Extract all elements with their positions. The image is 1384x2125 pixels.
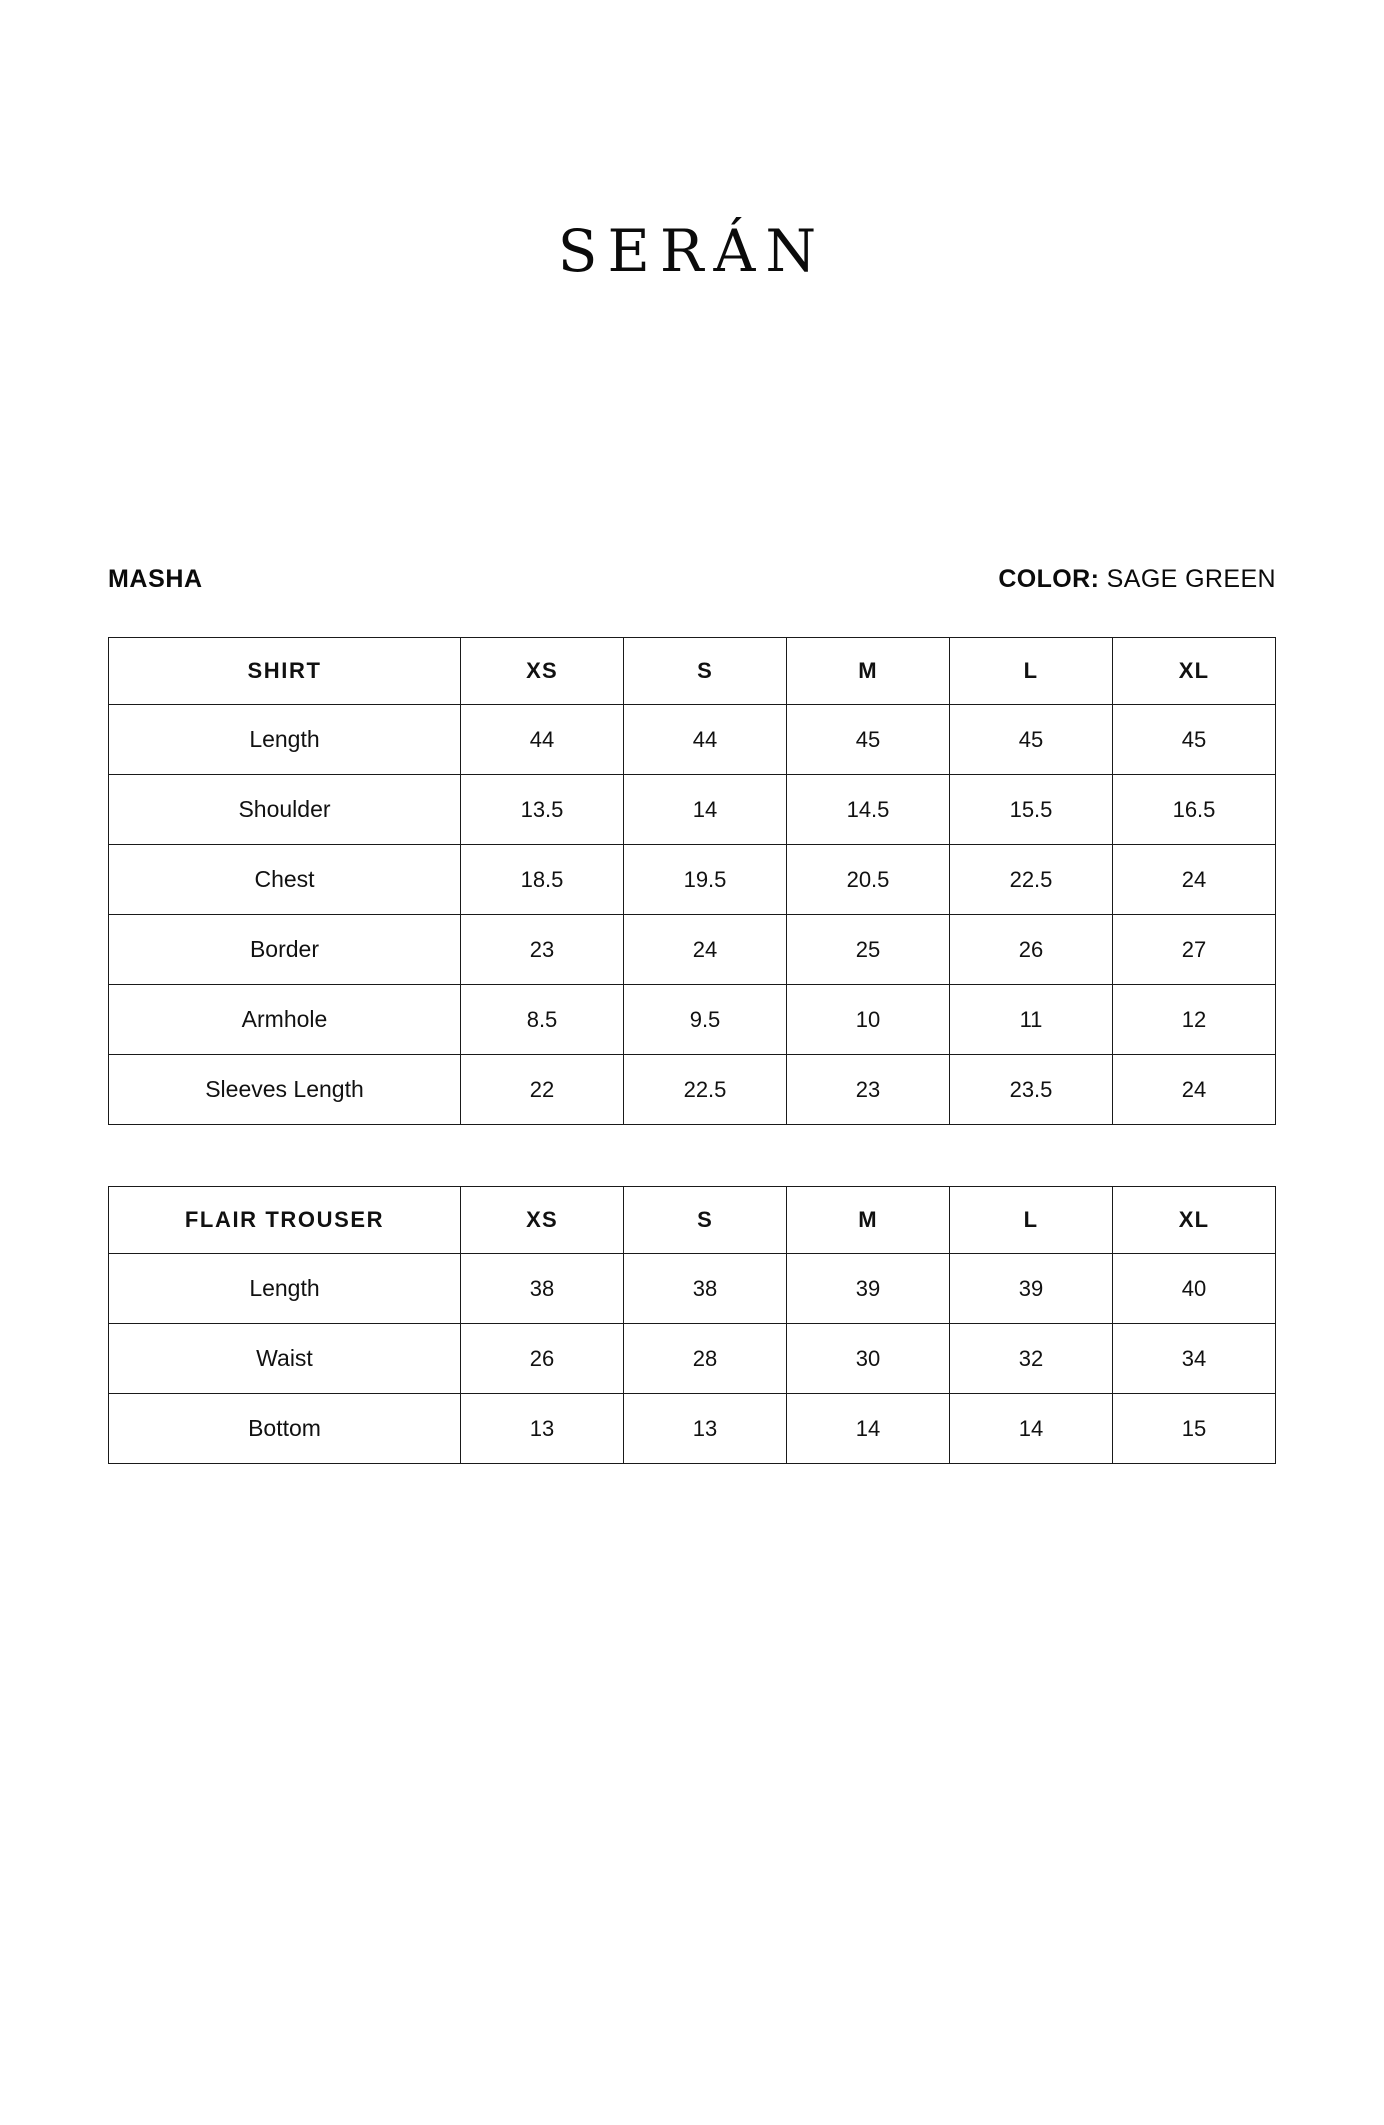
- cell-l: 39: [950, 1254, 1113, 1324]
- cell-l: 11: [950, 985, 1113, 1055]
- cell-xs: 13.5: [461, 775, 624, 845]
- table-row: [109, 705, 1276, 775]
- cell-xl: 40: [1113, 1254, 1276, 1324]
- row-label: Bottom: [109, 1394, 461, 1464]
- cell-l: 32: [950, 1324, 1113, 1394]
- row-label: Waist: [109, 1324, 461, 1394]
- column-header-xs: XS: [461, 1187, 624, 1254]
- cell-m: 23: [787, 1055, 950, 1125]
- cell-s: 9.5: [624, 985, 787, 1055]
- cell-l: 45: [950, 705, 1113, 775]
- cell-m: 45: [787, 705, 950, 775]
- color-label: COLOR:: [998, 565, 1100, 593]
- cell-xl: 24: [1113, 845, 1276, 915]
- cell-xl: 27: [1113, 915, 1276, 985]
- table-row: [109, 1254, 1276, 1324]
- column-header-m: M: [787, 638, 950, 705]
- row-label: Sleeves Length: [109, 1055, 461, 1125]
- cell-xs: 8.5: [461, 985, 624, 1055]
- trouser-measurements-table: [108, 1186, 1276, 1464]
- brand-logo: SERÁN: [557, 217, 827, 285]
- column-header-l: L: [950, 1187, 1113, 1254]
- cell-xs: 23: [461, 915, 624, 985]
- cell-l: 22.5: [950, 845, 1113, 915]
- cell-xs: 22: [461, 1055, 624, 1125]
- cell-l: 23.5: [950, 1055, 1113, 1125]
- column-header-garment: FLAIR TROUSER: [109, 1187, 461, 1254]
- cell-m: 39: [787, 1254, 950, 1324]
- table-row: [109, 1055, 1276, 1125]
- table-header-row: [109, 638, 1276, 705]
- cell-xl: 45: [1113, 705, 1276, 775]
- cell-xl: 12: [1113, 985, 1276, 1055]
- table-row: [109, 775, 1276, 845]
- cell-s: 38: [624, 1254, 787, 1324]
- table-row: [109, 1324, 1276, 1394]
- cell-m: 30: [787, 1324, 950, 1394]
- column-header-garment: SHIRT: [109, 638, 461, 705]
- column-header-xl: XL: [1113, 1187, 1276, 1254]
- cell-xs: 38: [461, 1254, 624, 1324]
- table-row: [109, 1394, 1276, 1464]
- trouser-measurements-table-wrap: [108, 1186, 1276, 1464]
- shirt-measurements-table-wrap: [108, 637, 1276, 1125]
- column-header-m: M: [787, 1187, 950, 1254]
- cell-m: 10: [787, 985, 950, 1055]
- cell-xs: 44: [461, 705, 624, 775]
- cell-l: 15.5: [950, 775, 1113, 845]
- row-label: Armhole: [109, 985, 461, 1055]
- cell-xs: 18.5: [461, 845, 624, 915]
- cell-s: 44: [624, 705, 787, 775]
- cell-s: 13: [624, 1394, 787, 1464]
- cell-xl: 16.5: [1113, 775, 1276, 845]
- column-header-xl: XL: [1113, 638, 1276, 705]
- table-header-row: [109, 1187, 1276, 1254]
- table-row: [109, 915, 1276, 985]
- style-meta-row: [108, 565, 1276, 594]
- cell-s: 14: [624, 775, 787, 845]
- cell-xs: 26: [461, 1324, 624, 1394]
- color-value: SAGE GREEN: [1106, 565, 1276, 593]
- cell-s: 19.5: [624, 845, 787, 915]
- table-row: [109, 985, 1276, 1055]
- cell-m: 20.5: [787, 845, 950, 915]
- cell-m: 25: [787, 915, 950, 985]
- cell-xl: 15: [1113, 1394, 1276, 1464]
- cell-m: 14: [787, 1394, 950, 1464]
- style-name: MASHA: [108, 565, 203, 593]
- cell-s: 24: [624, 915, 787, 985]
- cell-s: 22.5: [624, 1055, 787, 1125]
- cell-m: 14.5: [787, 775, 950, 845]
- column-header-l: L: [950, 638, 1113, 705]
- color-info: [998, 565, 1276, 594]
- column-header-s: S: [624, 638, 787, 705]
- row-label: Shoulder: [109, 775, 461, 845]
- shirt-measurements-table: [108, 637, 1276, 1125]
- column-header-s: S: [624, 1187, 787, 1254]
- table-row: [109, 845, 1276, 915]
- cell-xs: 13: [461, 1394, 624, 1464]
- cell-xl: 34: [1113, 1324, 1276, 1394]
- cell-xl: 24: [1113, 1055, 1276, 1125]
- cell-l: 26: [950, 915, 1113, 985]
- row-label: Chest: [109, 845, 461, 915]
- row-label: Length: [109, 705, 461, 775]
- cell-l: 14: [950, 1394, 1113, 1464]
- row-label: Length: [109, 1254, 461, 1324]
- row-label: Border: [109, 915, 461, 985]
- column-header-xs: XS: [461, 638, 624, 705]
- cell-s: 28: [624, 1324, 787, 1394]
